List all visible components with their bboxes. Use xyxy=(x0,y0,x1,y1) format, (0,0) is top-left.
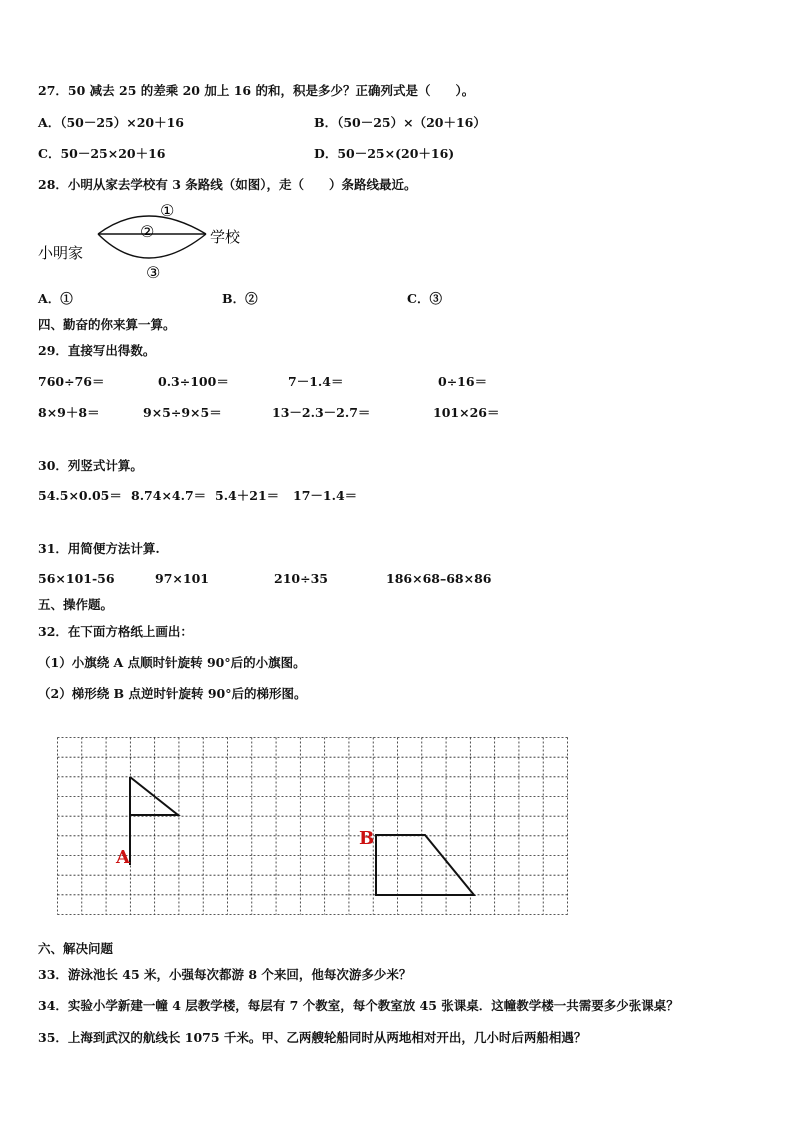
q30-item: 5.4＋21＝ xyxy=(215,488,280,503)
q29-item: 760÷76＝ xyxy=(38,374,105,389)
q31-item: 56×101-56 xyxy=(38,571,115,586)
trapezoid-shape xyxy=(376,835,474,895)
q30-item: 17－1.4＝ xyxy=(293,488,358,503)
q35-stem: 35．上海到武汉的航线长 1075 千米。甲、乙两艘轮船同时从两地相对开出，几小时后两船相遇？ xyxy=(38,1030,587,1045)
q31-item: 210÷35 xyxy=(274,571,328,586)
section6-title: 六、解决问题 xyxy=(38,941,114,956)
q32-sub1: （1）小旗绕 A 点顺时针旋转 90°后的小旗图。 xyxy=(38,655,306,670)
q27-option-a: A．（50－25）×20＋16 xyxy=(38,115,185,130)
q32-sub2: （2）梯形绕 B 点逆时针旋转 90°后的梯形图。 xyxy=(38,686,307,701)
q27-option-b: B．（50－25）×（20＋16） xyxy=(314,115,486,130)
flag-figure xyxy=(115,777,178,868)
q27-option-d: D．50－25×(20＋16) xyxy=(314,146,455,161)
q29-item: 8×9＋8＝ xyxy=(38,405,100,420)
q29-item: 0÷16＝ xyxy=(438,374,488,389)
q29-item: 13－2.3－2.7＝ xyxy=(272,405,371,420)
home-label: 小明家 xyxy=(38,244,84,262)
q29-item: 7－1.4＝ xyxy=(288,374,344,389)
q27-option-c: C．50－25×20＋16 xyxy=(38,146,166,161)
school-label: 学校 xyxy=(210,228,241,246)
q34-stem: 34．实验小学新建一幢 4 层教学楼，每层有 7 个教室，每个教室放 45 张课桌．这幢教学楼一共需要多少张课桌？ xyxy=(38,998,679,1013)
route-3-label: ③ xyxy=(146,263,161,282)
route-figure xyxy=(36,196,266,286)
q27-stem: 27．50 减去 25 的差乘 20 加上 16 的和，积是多少？正确列式是（ ）。 xyxy=(38,83,475,98)
q30-item: 8.74×4.7＝ xyxy=(131,488,207,503)
q32-stem: 32．在下面方格纸上画出： xyxy=(38,624,193,639)
q28-option-b: B．② xyxy=(222,291,258,306)
section4-title: 四、勤奋的你来算一算。 xyxy=(38,317,176,332)
q29-item: 9×5÷9×5＝ xyxy=(143,405,222,420)
q33-stem: 33．游泳池长 45 米，小强每次都游 8 个来回，他每次游多少米？ xyxy=(38,967,412,982)
flag-triangle xyxy=(130,777,178,815)
q28-option-a: A．① xyxy=(38,291,73,306)
q30-item: 54.5×0.05＝ xyxy=(38,488,122,503)
q29-item: 101×26＝ xyxy=(433,405,500,420)
route-diagram xyxy=(36,196,266,286)
q28-option-c: C．③ xyxy=(407,291,442,306)
q31-stem: 31．用简便方法计算. xyxy=(38,541,160,556)
q29-stem: 29．直接写出得数。 xyxy=(38,343,156,358)
section5-title: 五、操作题。 xyxy=(38,597,114,612)
point-b-label: B xyxy=(359,828,375,849)
q28-stem: 28．小明从家去学校有 3 条路线（如图），走（ ）条路线最近。 xyxy=(38,177,417,192)
route-1-label: ① xyxy=(160,201,175,220)
q29-item: 0.3÷100＝ xyxy=(158,374,229,389)
point-a-label: A xyxy=(116,847,130,868)
q31-item: 97×101 xyxy=(155,571,209,586)
trapezoid-figure xyxy=(359,828,474,895)
route-2-label: ② xyxy=(140,222,155,241)
q31-item: 186×68–68×86 xyxy=(386,571,492,586)
grid-paper xyxy=(57,737,568,915)
grid-lines xyxy=(58,738,568,915)
grid-svg xyxy=(57,737,568,915)
q30-stem: 30．列竖式计算。 xyxy=(38,458,143,473)
